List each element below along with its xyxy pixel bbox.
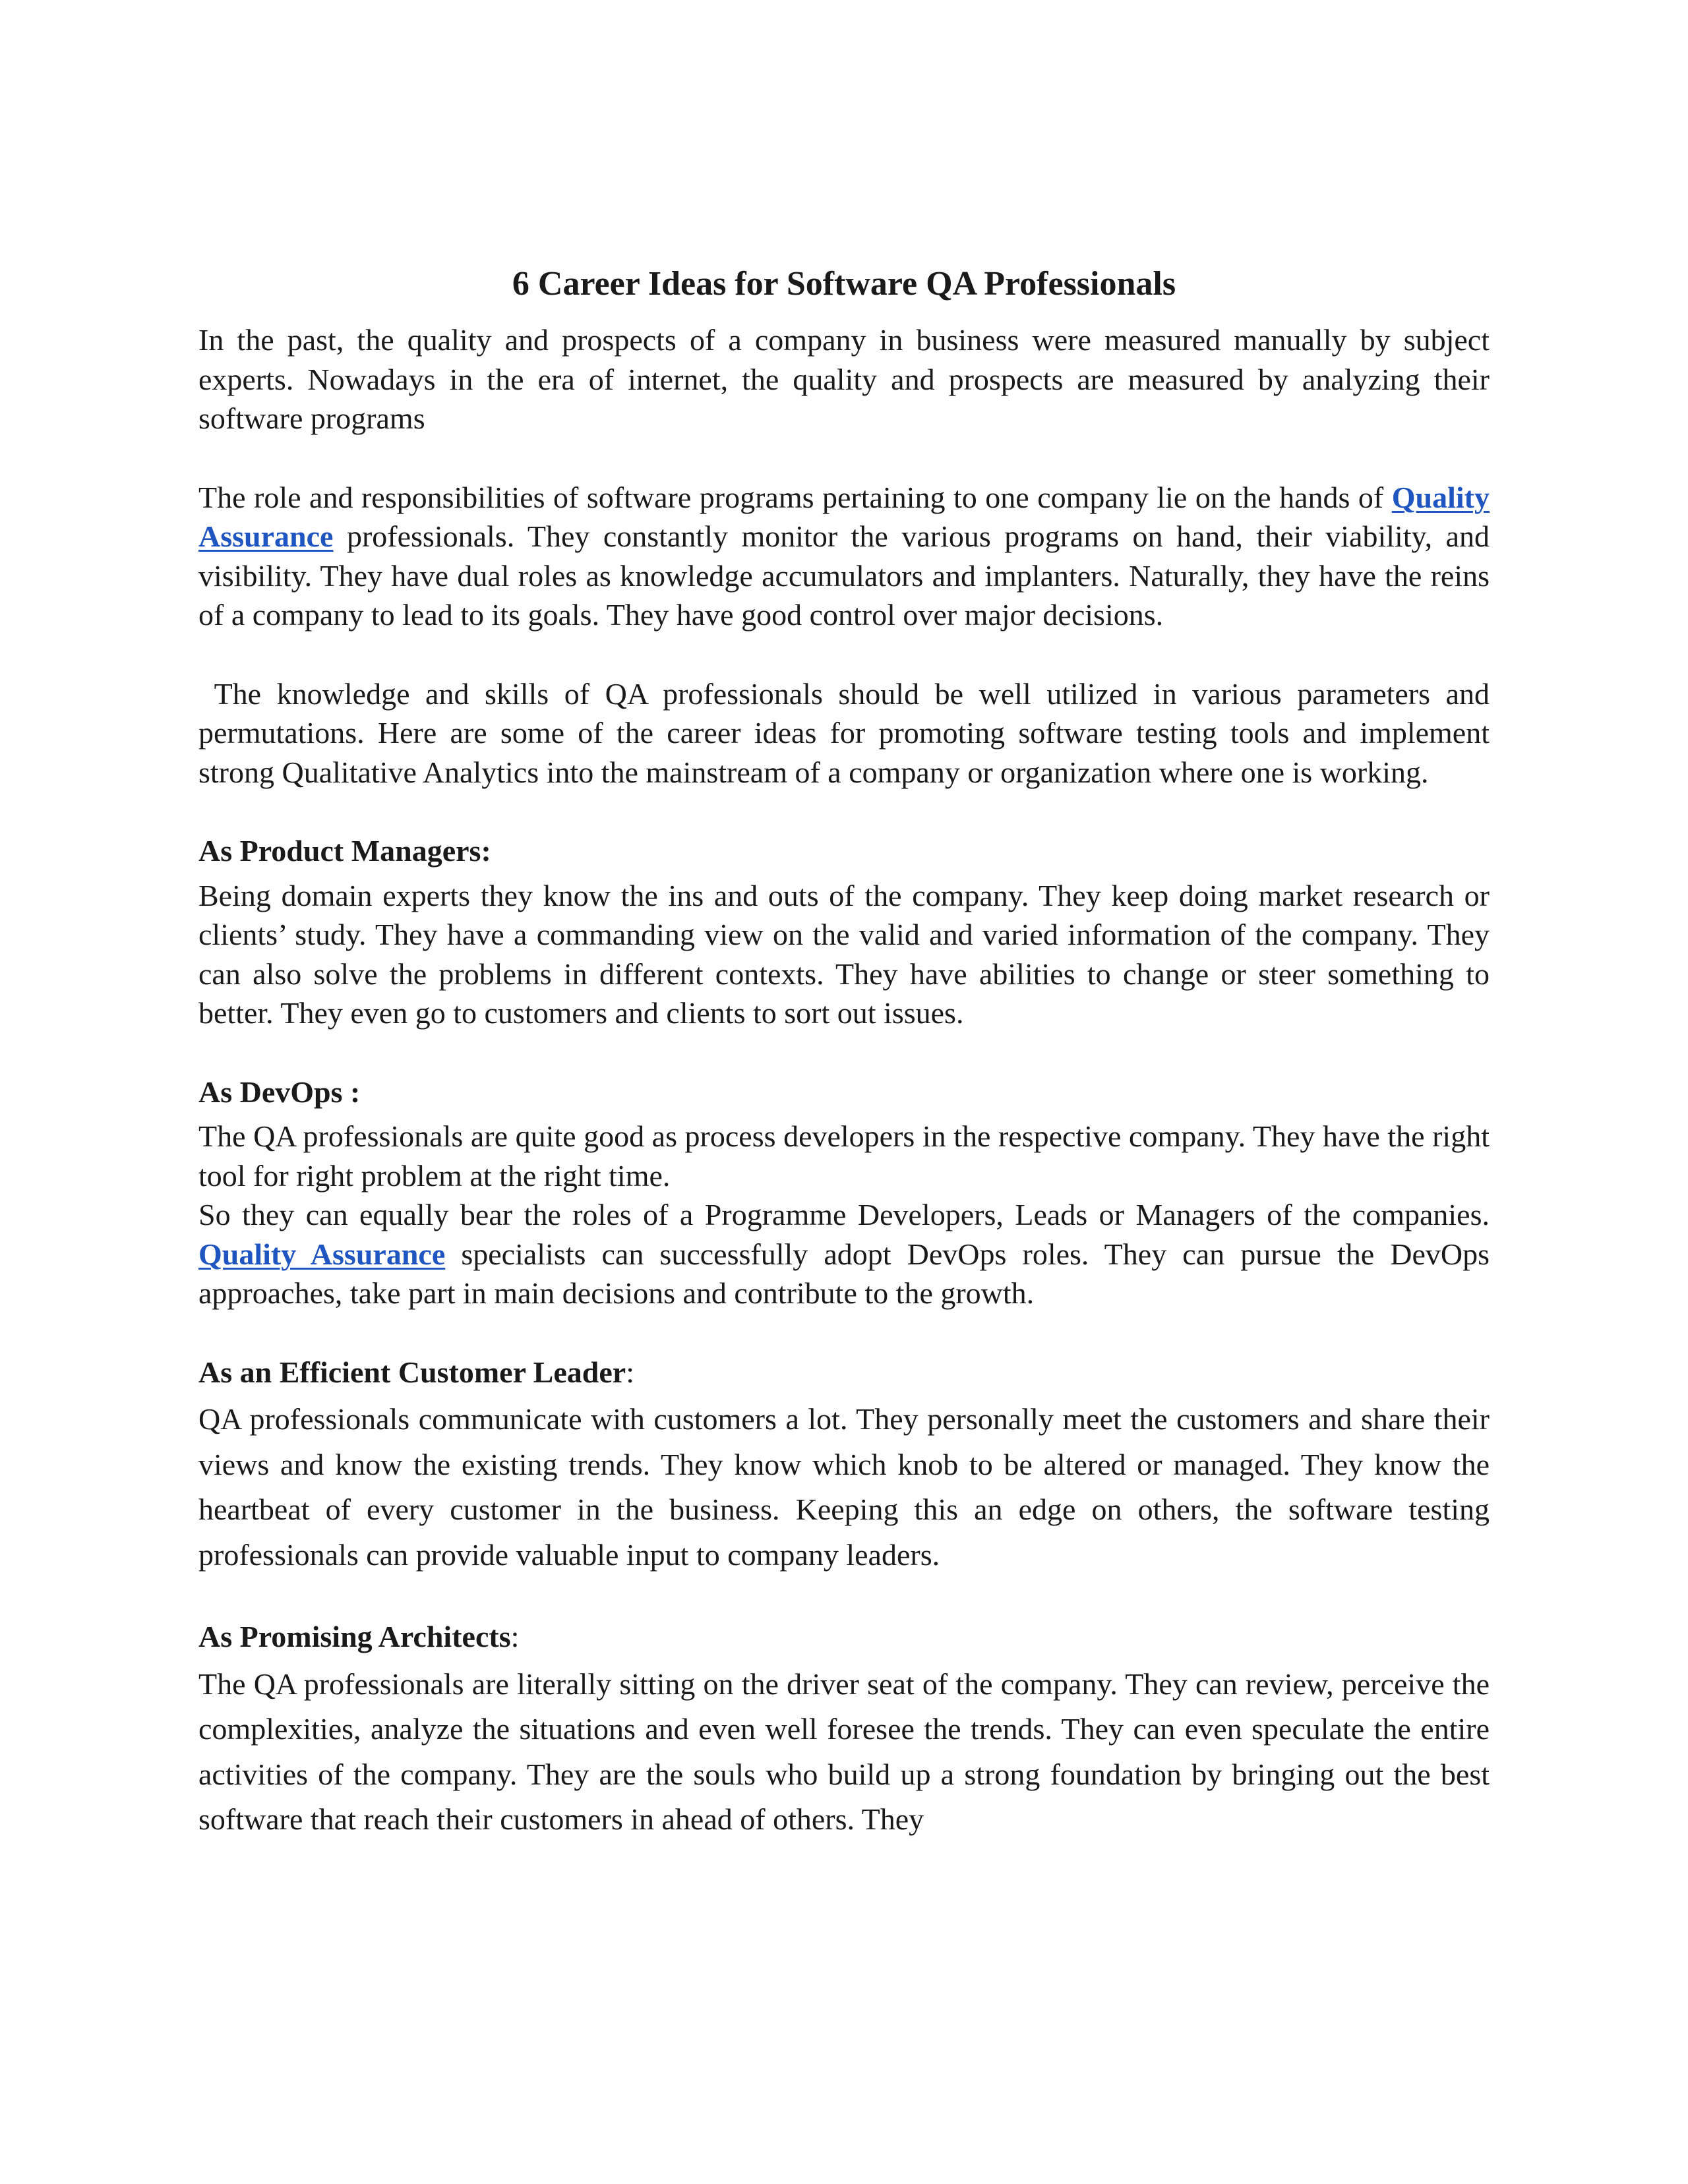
paragraph-spacer [198,635,1490,674]
paragraph-spacer [198,1578,1490,1617]
section-body-devops-1: The QA professionals are quite good as process developers in the respective company. They have the right tool for right problem at the right time. [198,1119,1490,1193]
section-body-customer-leader: QA professionals communicate with customers a lot. They personally meet the customers and share their views and know the existing trends. They know which knob to be altered or managed. They know the heartbeat of every customer in the business. Keeping this an edge on others, the software testing professionals can provide valuable input to company leaders. [198,1402,1490,1572]
quality-assurance-link[interactable]: Quality Assurance [198,480,1490,554]
intro-paragraph-2 [198,478,1490,635]
section-heading-devops: As DevOps : [198,1075,361,1109]
intro-paragraph-3: The knowledge and skills of QA professionals should be well utilized in various parameters and permutations. Here are some of the career ideas for promoting software testing tools and implement strong Qualitative Analytics into the mainstream of a company or organization where one is working. [198,676,1497,789]
intro-paragraph-2-end: professionals. They constantly monitor the various programs on hand, their viability, and visibility. They have dual roles as knowledge accumulators and implanters. Naturally, they have the reins of a company to lead to its goals. They have good control over major decisions. [198,519,1490,632]
intro-paragraph-1: In the past, the quality and prospects of a company in business were measured manually by subject experts. Nowadays in the era of internet, the quality and prospects are measured by analyzing their software programs [198,323,1490,436]
section-body-product-managers: Being domain experts they know the ins and outs of the company. They keep doing market research or clients’ study. They have a commanding view on the valid and varied information of the company. They can also solve the problems in different contexts. They have abilities to change or steer something to better. They even go to customers and clients to sort out issues. [198,878,1490,1030]
quality-assurance-link-devops[interactable]: Quality Assurance [198,1237,446,1271]
section-body-devops-2 [198,1195,1490,1313]
document-title: 6 Career Ideas for Software QA Professionals [512,265,1176,303]
devops-body-end: specialists can successfully adopt DevOps roles. They can pursue the DevOps approaches, take part in main decisions and contribute to the growth. [198,1237,1490,1311]
customer-leader-heading-colon: : [626,1355,634,1389]
section-heading-architects [198,1617,1490,1657]
intro-paragraph-2-start: The role and responsibilities of software programs pertaining to one company lie on the hands of [198,480,1392,514]
section-heading-customer-leader [198,1353,1490,1392]
paragraph-spacer [198,1033,1490,1073]
section-body-architects: The QA professionals are literally sitting on the driver seat of the company. They can review, perceive the complexities, analyze the situations and even well foresee the trends. They can even speculate the entire activities of the company. They are the souls who build up a strong foundation by bringing out the best software that reach their customers in ahead of others. They [198,1667,1490,1837]
section-heading-product-managers: As Product Managers: [198,834,491,868]
devops-body-start: So they can equally bear the roles of a Programme Developers, Leads or Managers of the companies. [198,1198,1490,1232]
paragraph-spacer [198,1313,1490,1353]
paragraph-spacer [198,792,1490,831]
customer-leader-heading-text: As an Efficient Customer Leader [198,1355,626,1389]
architects-heading-colon: : [510,1620,520,1654]
architects-heading-text: As Promising Architects [198,1620,511,1654]
paragraph-spacer [198,438,1490,478]
document-page [198,264,1497,1843]
